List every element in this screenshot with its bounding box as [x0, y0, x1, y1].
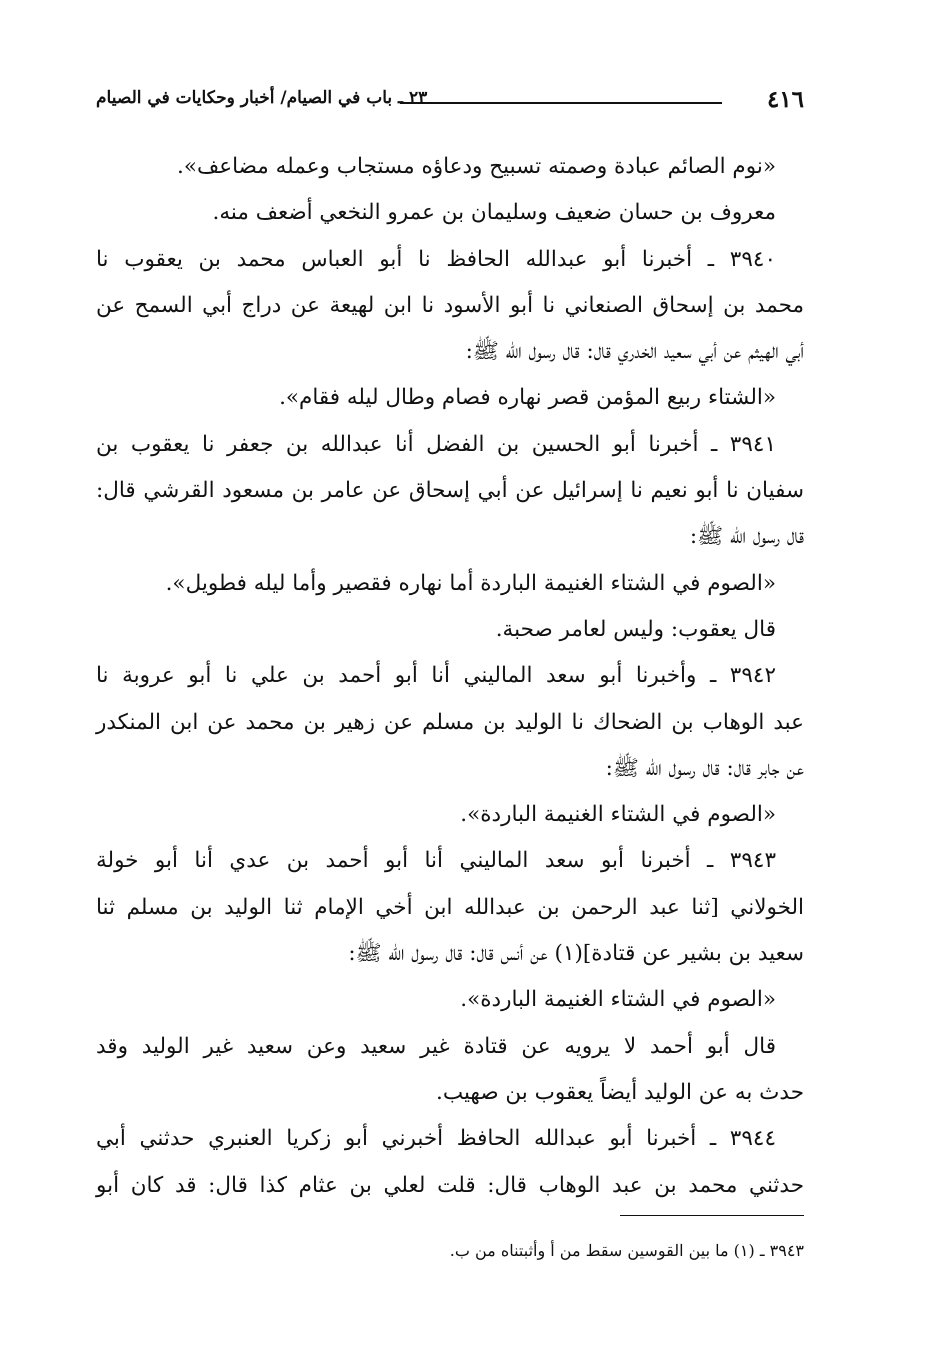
header-rule: [400, 102, 722, 104]
text-line: ٣٩٤١ ـ أخبرنا أبو الحسين بن الفضل أنا عبدالله بن جعفر نا يعقوب بن: [96, 431, 776, 457]
text-line: سعيد بن بشير عن قتادة](١) عن أنس قال: قال رسول الله ﷺ:: [348, 941, 804, 967]
text-line: قال أبو أحمد لا يرويه عن قتادة غير سعيد وعن سعيد غير الوليد وقد: [96, 1033, 776, 1059]
text-line: عن جابر قال: قال رسول الله ﷺ:: [605, 755, 804, 781]
text-line: ٣٩٤٤ ـ أخبرنا أبو عبدالله الحافظ أخبرني أبو زكريا العنبري حدثني أبي: [96, 1126, 776, 1152]
text-line: حدث به عن الوليد أيضاً يعقوب بن صهيب.: [436, 1079, 804, 1105]
text-line: قال رسول الله ﷺ:: [689, 524, 804, 550]
text-line: ٣٩٤٣ ـ أخبرنا أبو سعد الماليني أنا أبو أحمد بن عدي أنا أبو خولة: [96, 848, 776, 874]
text-line: الخولاني [ثنا عبد الرحمن بن عبدالله ابن أخي الإمام ثنا الوليد بن مسلم ثنا: [96, 894, 804, 920]
text-line: «الصوم في الشتاء الغنيمة الباردة».: [460, 802, 776, 828]
text-line: «الشتاء ربيع المؤمن قصر نهاره فصام وطال ليله فقام».: [279, 385, 776, 411]
text-line: «الصوم في الشتاء الغنيمة الباردة».: [460, 987, 776, 1013]
text-line: قال يعقوب: وليس لعامر صحبة.: [495, 616, 776, 642]
footnote: ٣٩٤٣ ـ (١) ما بين القوسين سقط من أ وأثبتناه من ب.: [449, 1241, 804, 1260]
body-text: [96, 144, 804, 1209]
running-title: ٢٣ ـ باب في الصيام/ أخبار وحكايات في الصيام: [96, 88, 428, 108]
page-number: ٤١٦: [766, 86, 804, 113]
text-line: محمد بن إسحاق الصنعاني نا أبو الأسود نا ابن لهيعة عن دراج أبي السمح عن: [96, 292, 804, 318]
text-line: أبي الهيثم عن أبي سعيد الخدري قال: قال رسول الله ﷺ:: [465, 339, 804, 365]
text-line: عبد الوهاب بن الضحاك نا الوليد بن مسلم عن زهير بن محمد عن ابن المنكدر: [96, 709, 804, 735]
footnote-rule: [620, 1215, 804, 1216]
text-line: ٣٩٤٢ ـ وأخبرنا أبو سعد الماليني أنا أبو أحمد بن علي نا أبو عروبة نا: [96, 663, 776, 689]
page-header: [96, 84, 804, 124]
text-line: «الصوم في الشتاء الغنيمة الباردة أما نهاره فقصير وأما ليله فطويل».: [165, 570, 776, 596]
text-line: ٣٩٤٠ ـ أخبرنا أبو عبدالله الحافظ نا أبو العباس محمد بن يعقوب نا: [96, 246, 776, 272]
text-line: «نوم الصائم عبادة وصمته تسبيح ودعاؤه مستجاب وعمله مضاعف».: [177, 154, 776, 179]
text-line: سفيان نا أبو نعيم نا إسرائيل عن أبي إسحاق عن عامر بن مسعود القرشي قال:: [96, 478, 804, 504]
text-line: حدثني محمد بن عبد الوهاب قال: قلت لعلي بن عثام كذا قال: قد كان أبو: [96, 1172, 804, 1198]
text-line: معروف بن حسان ضعيف وسليمان بن عمرو النخعي أضعف منه.: [212, 200, 776, 226]
